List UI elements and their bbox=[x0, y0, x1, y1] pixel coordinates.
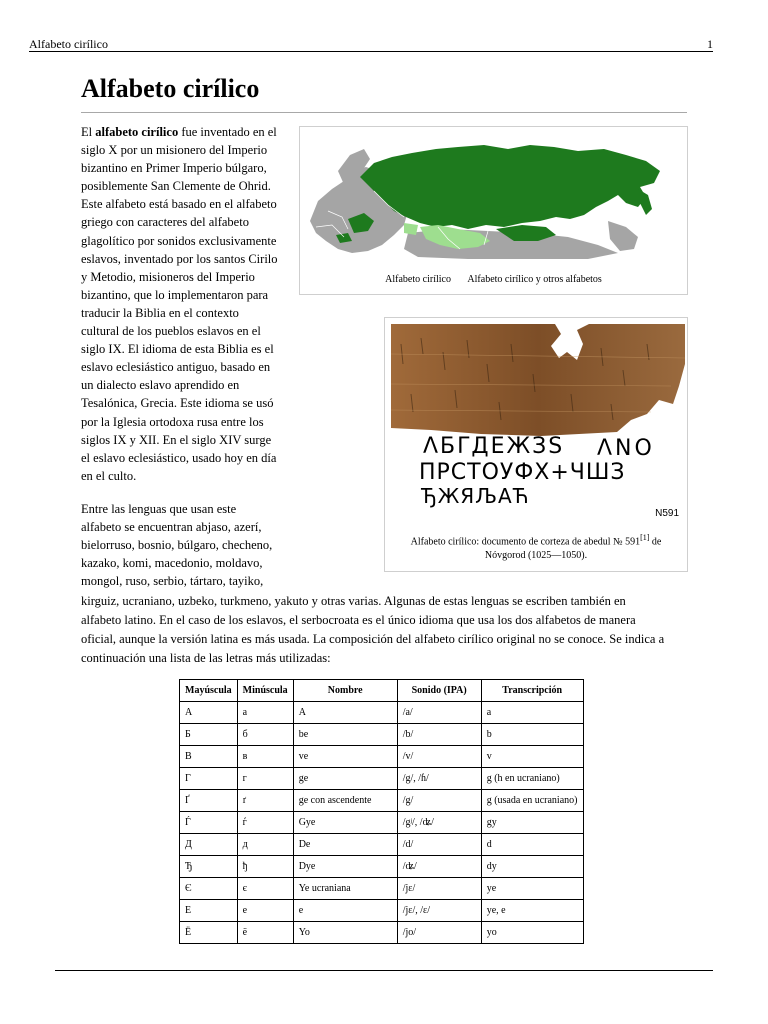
uppercase-letter-cell: Ґ bbox=[180, 790, 238, 812]
birch-bark-figure bbox=[384, 317, 688, 572]
transcription-cell: d bbox=[481, 834, 583, 856]
table-row bbox=[180, 900, 584, 922]
birch-caption-de: de bbox=[649, 536, 662, 548]
letter-name-cell: Ye ucraniana bbox=[293, 878, 397, 900]
text-line: bielorruso, bosnio, búlgaro, checheno, bbox=[81, 538, 273, 553]
text-line: por la Iglesia ortodoxa rusa entre los bbox=[81, 414, 264, 429]
lowercase-letter-cell: е bbox=[237, 900, 293, 922]
text-line: bizantino en Primer Imperio búlgaro, bbox=[81, 161, 267, 176]
lowercase-letter-cell: ѓ bbox=[237, 812, 293, 834]
article-title: Alfabeto cirílico bbox=[81, 74, 260, 103]
table-row bbox=[180, 724, 584, 746]
birch-caption-text: Alfabeto cirílico: documento de corteza de abedul № 591 bbox=[410, 536, 641, 548]
lowercase-letter-cell: ё bbox=[237, 922, 293, 944]
letter-name-cell: Yo bbox=[293, 922, 397, 944]
bold-term: alfabeto cirílico bbox=[95, 125, 179, 139]
uppercase-letter-cell: Б bbox=[180, 724, 238, 746]
birch-caption-date: Nóvgorod (1025―1050). bbox=[484, 550, 588, 562]
lowercase-letter-cell: є bbox=[237, 878, 293, 900]
table-row bbox=[180, 746, 584, 768]
ipa-sound-cell: /g/ bbox=[397, 790, 481, 812]
letters-table-wrapper bbox=[179, 679, 584, 944]
text-line: bizantino, que lo implementaron para bbox=[81, 287, 269, 302]
cyrillic-world-map bbox=[308, 141, 677, 259]
text-line: El alfabeto cirílico fue inventado en el bbox=[81, 125, 277, 139]
map-legend bbox=[300, 273, 687, 287]
transcription-cell: yo bbox=[481, 922, 583, 944]
header-transcripcion: Transcripción bbox=[481, 680, 583, 702]
uppercase-letter-cell: Ѓ bbox=[180, 812, 238, 834]
letter-name-cell: e bbox=[293, 900, 397, 922]
transcription-cell: g (usada en ucraniano) bbox=[481, 790, 583, 812]
ipa-sound-cell: /b/ bbox=[397, 724, 481, 746]
text-line: y Metodio, misioneros del Imperio bbox=[81, 269, 255, 284]
table-row bbox=[180, 834, 584, 856]
text-line: alfabeto latino. En el caso de los eslavos, el serbocroata es el único idioma que usa los dos alfabetos de manera bbox=[81, 612, 636, 627]
table-header-row bbox=[180, 680, 584, 702]
transcription-cell: v bbox=[481, 746, 583, 768]
running-header bbox=[29, 37, 713, 52]
text-line: continuación una lista de las letras más utilizadas: bbox=[81, 650, 331, 665]
header-mayuscula: Mayúscula bbox=[180, 680, 238, 702]
uppercase-letter-cell: В bbox=[180, 746, 238, 768]
birch-glyph-row-1b: ΛNO bbox=[597, 436, 655, 461]
uppercase-letter-cell: Ђ bbox=[180, 856, 238, 878]
letter-name-cell: be bbox=[293, 724, 397, 746]
text-line: siglo X por un misionero del Imperio bbox=[81, 143, 268, 158]
birch-bark-document-image bbox=[391, 324, 685, 436]
text-line: siglos IX y XII. En el siglo XIV surge bbox=[81, 432, 272, 447]
table-row bbox=[180, 856, 584, 878]
letter-name-cell: ge bbox=[293, 768, 397, 790]
running-header-title: Alfabeto cirílico bbox=[29, 37, 108, 51]
lowercase-letter-cell: а bbox=[237, 702, 293, 724]
text-line: Entre las lenguas que usan este bbox=[81, 502, 237, 516]
text-line: eslavos, inventado por los santos Cirilo bbox=[81, 251, 278, 266]
text-line: eslavo eclesiástico antiguo, basado en bbox=[81, 360, 271, 375]
letters-table bbox=[179, 679, 584, 944]
text-line: Tesalónica, Grecia. Este idioma se usó bbox=[81, 396, 274, 411]
intro-paragraph bbox=[81, 123, 286, 485]
uppercase-letter-cell: Г bbox=[180, 768, 238, 790]
ipa-sound-cell: /g/, /ɦ/ bbox=[397, 768, 481, 790]
letter-name-cell: Dye bbox=[293, 856, 397, 878]
birch-caption bbox=[385, 531, 687, 563]
lowercase-letter-cell: д bbox=[237, 834, 293, 856]
map-legend-mixed: Alfabeto cirílico y otros alfabetos bbox=[467, 274, 602, 285]
header-nombre: Nombre bbox=[293, 680, 397, 702]
footer-divider bbox=[55, 970, 713, 971]
transcription-cell: dy bbox=[481, 856, 583, 878]
transcription-cell: b bbox=[481, 724, 583, 746]
footnote-link[interactable]: [1] bbox=[640, 533, 650, 542]
birch-glyph-row-2: ПРСТОУФХ+ЧШЗ bbox=[419, 460, 626, 485]
ipa-sound-cell: /jo/ bbox=[397, 922, 481, 944]
birch-document-label: N591 bbox=[655, 508, 679, 519]
table-row bbox=[180, 922, 584, 944]
transcription-cell: g (h en ucraniano) bbox=[481, 768, 583, 790]
lowercase-letter-cell: ђ bbox=[237, 856, 293, 878]
header-sonido: Sonido (IPA) bbox=[397, 680, 481, 702]
letter-name-cell: ve bbox=[293, 746, 397, 768]
text-line: siglo IX. El idioma de esta Biblia es el bbox=[81, 342, 274, 357]
text-line: posiblemente San Clemente de Ohrid. bbox=[81, 179, 271, 194]
map-figure bbox=[299, 126, 688, 295]
transcription-cell: gy bbox=[481, 812, 583, 834]
header-minuscula: Minúscula bbox=[237, 680, 293, 702]
birch-glyph-row-3: ЂЖЯЉАЋ bbox=[421, 484, 530, 508]
letter-name-cell: De bbox=[293, 834, 397, 856]
languages-paragraph bbox=[81, 500, 286, 590]
title-divider bbox=[81, 112, 687, 113]
text-line: el eslavo eclesiástico, usado hoy en día bbox=[81, 450, 277, 465]
text-line: mongol, ruso, serbio, tártaro, tayiko, bbox=[81, 574, 264, 589]
page-number: 1 bbox=[707, 37, 713, 51]
ipa-sound-cell: /jɛ/, /ɛ/ bbox=[397, 900, 481, 922]
ipa-sound-cell: /gʲ/, /ʥ/ bbox=[397, 812, 481, 834]
map-legend-cyrillic: Alfabeto cirílico bbox=[385, 274, 451, 285]
ipa-sound-cell: /jɛ/ bbox=[397, 878, 481, 900]
lowercase-letter-cell: г bbox=[237, 768, 293, 790]
ipa-sound-cell: /d/ bbox=[397, 834, 481, 856]
text-line: oficial, aunque la versión latina es más usada. La composición del alfabeto cirílico original no se conoce. Se indica a bbox=[81, 631, 665, 646]
transcription-cell: ye bbox=[481, 878, 583, 900]
text-line: traducir la Biblia en el contexto bbox=[81, 305, 239, 320]
ipa-sound-cell: /v/ bbox=[397, 746, 481, 768]
table-row bbox=[180, 702, 584, 724]
letter-name-cell: A bbox=[293, 702, 397, 724]
table-row bbox=[180, 812, 584, 834]
table-row bbox=[180, 878, 584, 900]
text-line: alfabeto se encuentran abjaso, azerí, bbox=[81, 520, 262, 535]
letter-name-cell: ge con ascendente bbox=[293, 790, 397, 812]
text-line: Este alfabeto está basado en el alfabeto bbox=[81, 197, 277, 212]
letter-name-cell: Gye bbox=[293, 812, 397, 834]
uppercase-letter-cell: А bbox=[180, 702, 238, 724]
languages-paragraph-continued bbox=[81, 592, 687, 668]
text-line: kirguiz, ucraniano, uzbeko, turkmeno, yakuto y otras varias. Algunas de estas lenguas se escriben también en bbox=[81, 594, 626, 608]
ipa-sound-cell: /a/ bbox=[397, 702, 481, 724]
uppercase-letter-cell: Е bbox=[180, 900, 238, 922]
text-line: glagolítico por sonidos exclusivamente bbox=[81, 233, 277, 248]
uppercase-letter-cell: Є bbox=[180, 878, 238, 900]
transcription-cell: a bbox=[481, 702, 583, 724]
lowercase-letter-cell: в bbox=[237, 746, 293, 768]
text-line: kazako, komi, macedonio, moldavo, bbox=[81, 556, 263, 571]
lowercase-letter-cell: б bbox=[237, 724, 293, 746]
transcription-cell: ye, e bbox=[481, 900, 583, 922]
text-line: griego con caracteres del alfabeto bbox=[81, 215, 249, 230]
uppercase-letter-cell: Ё bbox=[180, 922, 238, 944]
uppercase-letter-cell: Д bbox=[180, 834, 238, 856]
text-line: un dialecto eslavo aprendido en bbox=[81, 378, 240, 393]
text-line: cultural de los pueblos eslavos en el bbox=[81, 324, 261, 339]
text-line: en el culto. bbox=[81, 468, 137, 483]
table-row bbox=[180, 768, 584, 790]
table-row bbox=[180, 790, 584, 812]
ipa-sound-cell: /ʥ/ bbox=[397, 856, 481, 878]
lowercase-letter-cell: ґ bbox=[237, 790, 293, 812]
birch-glyph-row-1: ΛБΓДЕЖЗЅ bbox=[423, 434, 565, 459]
